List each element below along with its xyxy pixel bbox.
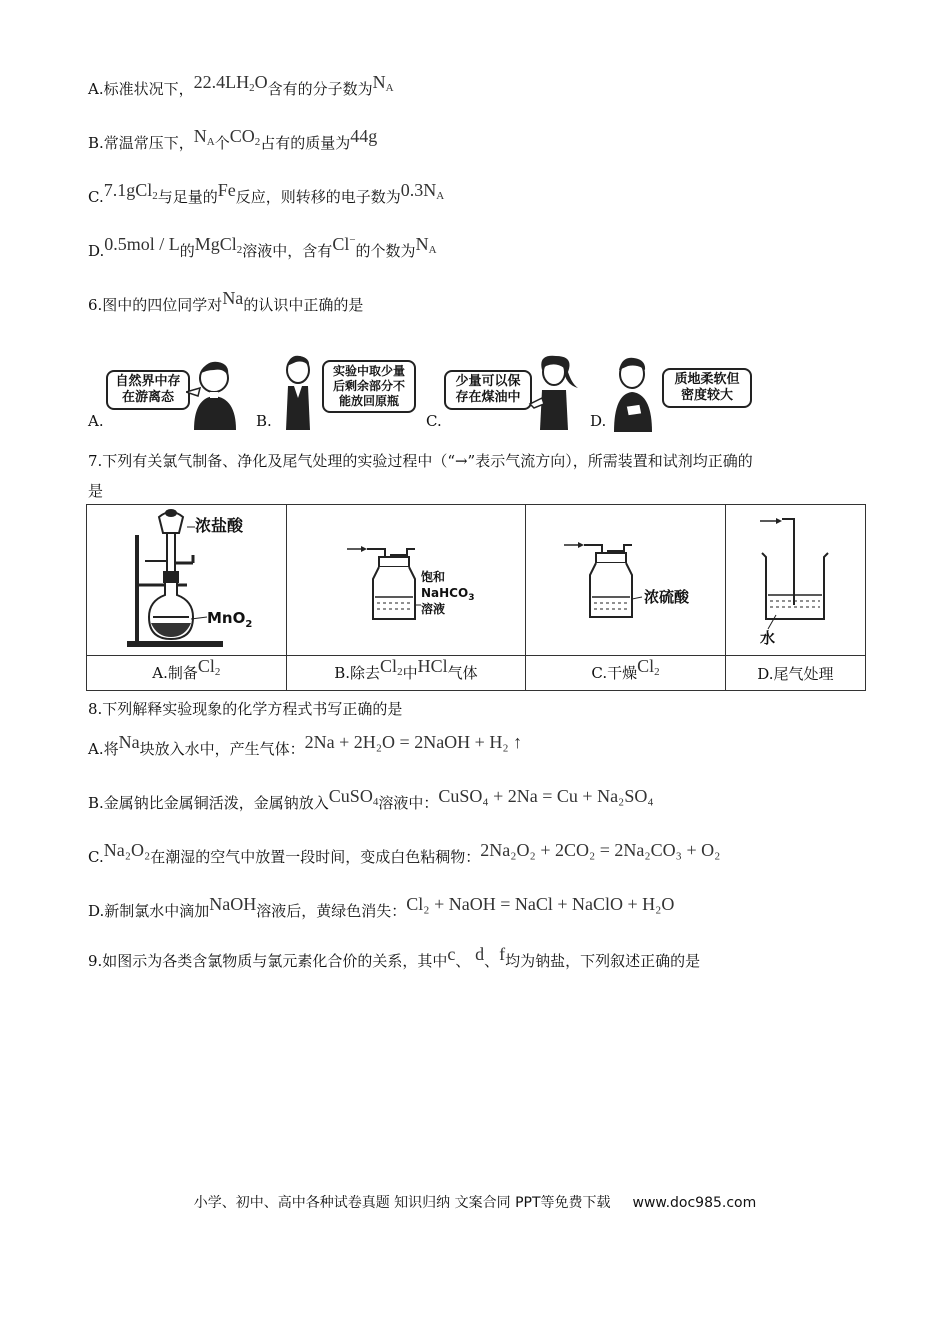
formula: MgCl$_2$ <box>194 234 243 256</box>
apparatus-table <box>86 504 866 691</box>
formula: $N_A$ <box>415 234 437 256</box>
option-letter: A. <box>88 412 104 430</box>
option-text: 反应，则转移的电子数为 <box>235 188 401 206</box>
equation: Cl₂ + NaOH = NaCl + NaClO + H₂O <box>406 894 675 914</box>
label-water: 水 <box>759 629 775 647</box>
formula: Na <box>222 288 244 308</box>
q6-option-c <box>426 352 588 432</box>
equation: 2Na₂O₂ + 2CO₂ = 2Na₂CO₃ + O₂ <box>480 840 721 860</box>
q6-option-b <box>256 352 416 432</box>
label-solution: 溶液 <box>420 602 445 616</box>
caption-d: D.尾气处理 <box>725 656 865 691</box>
formula: 0.5mol / L <box>104 234 180 254</box>
speech-bubble: 少量可以保 存在煤油中 <box>444 370 532 410</box>
q5-option-a <box>88 72 394 100</box>
beaker-icon <box>726 505 866 655</box>
speech-bubble: 自然界中存 在游离态 <box>106 370 190 410</box>
q6-stem: 6.图中的四位同学对Na的认识中正确的是 <box>88 288 364 314</box>
apparatus-c <box>526 505 726 656</box>
q5-option-d <box>88 234 437 262</box>
option-text: A.标准状况下， <box>88 80 194 98</box>
formula: $0.3N_A$ <box>400 180 445 202</box>
formula: 44g <box>350 126 378 146</box>
formula: HCl <box>417 656 448 676</box>
option-letter: C. <box>426 412 442 430</box>
q8-option-b: B.金属钠比金属铜活泼，金属钠放入CuSO$_4$溶液中：CuSO₄ + 2Na = Cu + Na₂SO₄ <box>88 786 654 812</box>
label-saturated: 饱和 <box>420 570 445 584</box>
student-figure-icon <box>528 354 586 430</box>
formula: $CO_2$ <box>229 126 261 148</box>
q8-option-a: A.将Na块放入水中，产生气体：2Na + 2H₂O = 2NaOH + H₂ ↑ <box>88 732 523 758</box>
apparatus-d <box>725 505 865 656</box>
footer-link[interactable]: www.doc985.com <box>632 1195 757 1211</box>
footer-text: 小学、初中、高中各种试卷真题 知识归纳 文案合同 PPT等免费下载 <box>193 1195 611 1211</box>
drying-bottle-icon <box>526 505 726 655</box>
option-text: B.常温常压下， <box>88 134 194 152</box>
apparatus-b <box>286 505 525 656</box>
q6-option-a <box>88 352 248 432</box>
q8-option-d: D.新制氯水中滴加NaOH溶液后，黄绿色消失：Cl₂ + NaOH = NaCl + NaClO + H₂O <box>88 894 675 920</box>
option-letter: B. <box>256 412 272 430</box>
option-text: 个 <box>214 134 230 152</box>
formula: $Cl_2$ <box>637 656 660 678</box>
q5-option-b <box>88 126 378 154</box>
student-figure-icon <box>276 354 322 430</box>
label-conc-h2so4: 浓硫酸 <box>644 588 690 606</box>
apparatus-a <box>87 505 287 656</box>
option-text: 与足量的 <box>157 188 218 206</box>
formula: CuSO$_4$ <box>328 786 379 808</box>
student-figure-icon <box>606 356 660 432</box>
formula: Fe <box>217 180 236 200</box>
speech-bubble: 实验中取少量 后剩余部分不 能放回原瓶 <box>322 360 416 413</box>
q8-option-c: C.Na₂O₂在潮湿的空气中放置一段时间，变成白色粘稠物：2Na₂O₂ + 2CO₂ = 2Na₂CO₃ + O₂ <box>88 840 721 866</box>
page-footer <box>0 1192 950 1212</box>
formula: Na <box>118 732 140 752</box>
label-nahco3: NaHCO$_3$ <box>420 586 475 603</box>
option-text: 的 <box>179 242 195 260</box>
caption-a: A.制备$Cl_2$ <box>87 656 287 691</box>
letter-c: c <box>447 944 456 964</box>
formula: $Cl_2$ <box>380 656 403 678</box>
letter-f: f <box>499 944 506 964</box>
option-text: D. <box>88 242 105 260</box>
formula: 7.1gCl$_2$ <box>103 180 158 202</box>
formula: $22.4LH_2O$ <box>193 72 268 94</box>
formula: $N_A$ <box>193 126 215 148</box>
q8-stem: 8.下列解释实验现象的化学方程式书写正确的是 <box>88 700 403 718</box>
q6-option-d <box>590 352 770 432</box>
q6-cartoon-options <box>88 352 768 432</box>
option-text: 溶液中，含有 <box>242 242 333 260</box>
q7-stem-line1: 7.下列有关氯气制备、净化及尾气处理的实验过程中（“→”表示气流方向），所需装置和试剂均正确的 <box>88 452 753 470</box>
option-text: 的个数为 <box>355 242 416 260</box>
q9-stem: 9.如图示为各类含氯物质与氯元素化合价的关系，其中c、 d、f均为钠盐，下列叙述正确的是 <box>88 944 701 970</box>
formula: Na₂O₂ <box>103 840 151 860</box>
equation: 2Na + 2H₂O = 2NaOH + H₂ ↑ <box>304 732 523 752</box>
label-mno2: MnO$_2$ <box>207 609 253 630</box>
formula: $Cl_2$ <box>197 656 221 678</box>
chlorine-generator-icon <box>87 505 287 655</box>
equation: CuSO₄ + 2Na = Cu + Na₂SO₄ <box>438 786 654 806</box>
student-figure-icon <box>186 358 246 430</box>
option-text: 含有的分子数为 <box>267 80 373 98</box>
option-text: C. <box>88 188 104 206</box>
formula: NaOH <box>209 894 257 914</box>
caption-c: C.干燥$Cl_2$ <box>526 656 726 691</box>
letter-d: d <box>475 944 485 964</box>
option-text: 占有的质量为 <box>260 134 351 152</box>
gas-washing-bottle-icon <box>287 505 527 655</box>
caption-b: B.除去$Cl_2$中HCl气体 <box>286 656 525 691</box>
label-conc-hcl: 浓盐酸 <box>195 516 244 535</box>
formula: Cl− <box>332 234 356 254</box>
formula: $N_A$ <box>372 72 394 94</box>
q7-stem-line2: 是 <box>88 482 104 500</box>
option-letter: D. <box>590 412 607 430</box>
q5-option-c <box>88 180 445 208</box>
speech-bubble: 质地柔软但 密度较大 <box>662 368 752 408</box>
